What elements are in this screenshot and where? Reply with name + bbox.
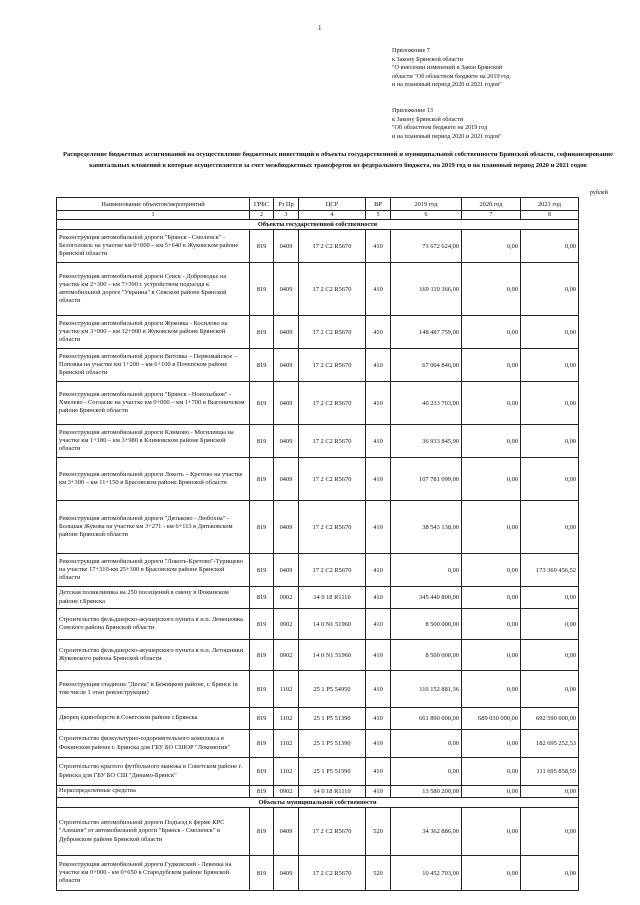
table-row bbox=[57, 554, 579, 587]
cell-2021: 0,00 bbox=[521, 587, 579, 609]
cell-2020: 0,00 bbox=[462, 786, 521, 798]
column-number: 5 bbox=[366, 211, 391, 220]
column-number: 3 bbox=[274, 211, 299, 220]
column-number: 1 bbox=[57, 211, 250, 220]
cell-2019: 169 110 366,00 bbox=[391, 263, 462, 316]
cell-vr: 410 bbox=[366, 382, 391, 425]
budget-table bbox=[56, 197, 579, 891]
table-row bbox=[57, 856, 579, 891]
table-row bbox=[57, 501, 579, 554]
table-row bbox=[57, 316, 579, 349]
cell-name: Строительство физкультурно-оздоровительного комплекса в Фокинском районе г. Брянска для ГБУ БО СШОР "Локомотив" bbox=[57, 730, 250, 758]
cell-name: Реконструкция автомобильной дороги "Брянск - Смоленск" - Белоголовль на участке км 0+000 – км 5+640 в Жуковском районе Брянской области bbox=[57, 230, 250, 263]
cell-name: Строительство фельдшерско-акушерского пункта в н.п. Летошники Жуковского района Брянской области bbox=[57, 640, 250, 671]
cell-name: Дворец единоборств в Советском районе г.Брянска bbox=[57, 708, 250, 730]
cell-csr: 17 2 C2 R5670 bbox=[299, 808, 366, 856]
cell-rzpr: 0409 bbox=[274, 263, 299, 316]
cell-grbs: 819 bbox=[250, 230, 274, 263]
cell-csr: 14 0 N1 51960 bbox=[299, 609, 366, 640]
cell-csr: 17 2 C2 R5670 bbox=[299, 230, 366, 263]
cell-vr: 410 bbox=[366, 263, 391, 316]
cell-vr: 410 bbox=[366, 640, 391, 671]
appendix-13-line: "Об областном бюджете на 2019 год bbox=[392, 124, 488, 132]
column-number: 4 bbox=[299, 211, 366, 220]
cell-rzpr: 0409 bbox=[274, 501, 299, 554]
cell-2019: 661 890 000,00 bbox=[391, 708, 462, 730]
cell-csr: 25 1 P5 51390 bbox=[299, 730, 366, 758]
cell-2021: 0,00 bbox=[521, 382, 579, 425]
table-header-row bbox=[57, 198, 579, 211]
table-row bbox=[57, 230, 579, 263]
cell-2021: 0,00 bbox=[521, 425, 579, 458]
cell-2021: 0,00 bbox=[521, 458, 579, 501]
cell-grbs: 819 bbox=[250, 554, 274, 587]
appendix-7-line: "О внесении изменений в Закон Брянской bbox=[392, 64, 503, 72]
cell-csr: 17 2 C2 R5670 bbox=[299, 316, 366, 349]
appendix-7-line: области "Об областном бюджете на 2019 год bbox=[392, 72, 510, 80]
cell-rzpr: 0409 bbox=[274, 382, 299, 425]
cell-vr: 410 bbox=[366, 609, 391, 640]
cell-2019: 0,00 bbox=[391, 758, 462, 786]
units-label: рублей bbox=[589, 189, 608, 196]
cell-2019: 345 449 800,00 bbox=[391, 587, 462, 609]
cell-vr: 410 bbox=[366, 671, 391, 708]
cell-name: Строительство автомобильной дороги Подъезд к ферме КРС "Алешня" от автомобильной дороги "Брянск - Смоленск" в Дубровском районе Брянской области bbox=[57, 808, 250, 856]
cell-2020: 689 030 000,00 bbox=[462, 708, 521, 730]
table-row bbox=[57, 587, 579, 609]
appendix-13-line: и на плановый период 2020 и 2021 годов" bbox=[392, 132, 502, 140]
cell-rzpr: 0409 bbox=[274, 230, 299, 263]
cell-grbs: 819 bbox=[250, 587, 274, 609]
cell-2019: 40 233 703,00 bbox=[391, 382, 462, 425]
cell-vr: 410 bbox=[366, 230, 391, 263]
cell-vr: 410 bbox=[366, 425, 391, 458]
cell-grbs: 819 bbox=[250, 671, 274, 708]
table-row bbox=[57, 382, 579, 425]
table-row bbox=[57, 730, 579, 758]
cell-2020: 0,00 bbox=[462, 554, 521, 587]
header-2020: 2020 год bbox=[462, 198, 521, 211]
cell-name: Детская поликлиника на 250 посещений в смену в Фокинском районе г.Брянска bbox=[57, 587, 250, 609]
cell-2021: 0,00 bbox=[521, 230, 579, 263]
header-2019: 2019 год bbox=[391, 198, 462, 211]
cell-2021: 0,00 bbox=[521, 609, 579, 640]
cell-name: Реконструкция автомобильной дороги Климово - Могилевцы на участке км 1+180 – км 3+980 в Климовском районе Брянской области bbox=[57, 425, 250, 458]
cell-csr: 17 2 C2 R5670 bbox=[299, 425, 366, 458]
cell-2020: 0,00 bbox=[462, 316, 521, 349]
cell-name: Строительство фельдшерско-акушерского пункта в н.п. Лемешовка Севского района Брянской области bbox=[57, 609, 250, 640]
cell-name: Нераспределенные средства bbox=[57, 786, 250, 798]
section-header-row bbox=[57, 220, 579, 230]
column-number: 2 bbox=[250, 211, 274, 220]
cell-2019: 8 500 000,00 bbox=[391, 609, 462, 640]
cell-2019: 10 452 703,00 bbox=[391, 856, 462, 891]
cell-2020: 0,00 bbox=[462, 640, 521, 671]
table-row bbox=[57, 808, 579, 856]
header-2021: 2021 год bbox=[521, 198, 579, 211]
table-row bbox=[57, 786, 579, 798]
cell-rzpr: 1102 bbox=[274, 730, 299, 758]
cell-rzpr: 0902 bbox=[274, 587, 299, 609]
cell-2020: 0,00 bbox=[462, 501, 521, 554]
cell-2020: 0,00 bbox=[462, 856, 521, 891]
cell-rzpr: 0409 bbox=[274, 458, 299, 501]
table-body bbox=[57, 220, 579, 891]
cell-grbs: 819 bbox=[250, 316, 274, 349]
cell-vr: 520 bbox=[366, 808, 391, 856]
cell-2021: 0,00 bbox=[521, 856, 579, 891]
cell-vr: 410 bbox=[366, 501, 391, 554]
cell-csr: 17 2 C2 R5670 bbox=[299, 856, 366, 891]
cell-vr: 410 bbox=[366, 708, 391, 730]
cell-grbs: 819 bbox=[250, 263, 274, 316]
cell-2021: 173 369 456,52 bbox=[521, 554, 579, 587]
cell-2019: 67 004 846,00 bbox=[391, 349, 462, 382]
cell-2020: 0,00 bbox=[462, 758, 521, 786]
cell-vr: 410 bbox=[366, 730, 391, 758]
cell-rzpr: 1102 bbox=[274, 671, 299, 708]
cell-2021: 0,00 bbox=[521, 316, 579, 349]
cell-2020: 0,00 bbox=[462, 263, 521, 316]
cell-2019: 73 672 624,00 bbox=[391, 230, 462, 263]
cell-grbs: 819 bbox=[250, 786, 274, 798]
table-row bbox=[57, 263, 579, 316]
table-row bbox=[57, 349, 579, 382]
appendix-7-header bbox=[392, 47, 510, 90]
appendix-7-line: и на плановый период 2020 и 2021 годов" bbox=[392, 81, 502, 89]
cell-2020: 0,00 bbox=[462, 425, 521, 458]
cell-grbs: 819 bbox=[250, 856, 274, 891]
cell-2019: 13 580 200,00 bbox=[391, 786, 462, 798]
cell-2021: 111 695 858,59 bbox=[521, 758, 579, 786]
cell-2019: 110 152 881,36 bbox=[391, 671, 462, 708]
cell-grbs: 819 bbox=[250, 382, 274, 425]
table-row bbox=[57, 708, 579, 730]
cell-2021: 0,00 bbox=[521, 263, 579, 316]
cell-2019: 0,00 bbox=[391, 730, 462, 758]
cell-2021: 182 695 252,53 bbox=[521, 730, 579, 758]
cell-2021: 692 590 000,00 bbox=[521, 708, 579, 730]
cell-rzpr: 0902 bbox=[274, 640, 299, 671]
column-number: 8 bbox=[521, 211, 579, 220]
cell-2020: 0,00 bbox=[462, 349, 521, 382]
cell-grbs: 819 bbox=[250, 708, 274, 730]
cell-grbs: 819 bbox=[250, 458, 274, 501]
cell-csr: 17 2 C2 R5670 bbox=[299, 263, 366, 316]
cell-rzpr: 1102 bbox=[274, 708, 299, 730]
header-vr: ВР bbox=[366, 198, 391, 211]
table-row bbox=[57, 640, 579, 671]
cell-rzpr: 0902 bbox=[274, 786, 299, 798]
cell-grbs: 819 bbox=[250, 609, 274, 640]
table-row bbox=[57, 458, 579, 501]
cell-grbs: 819 bbox=[250, 640, 274, 671]
cell-rzpr: 0902 bbox=[274, 609, 299, 640]
cell-2021: 0,00 bbox=[521, 501, 579, 554]
cell-2020: 0,00 bbox=[462, 382, 521, 425]
appendix-13-line: Приложение 13 bbox=[392, 107, 433, 114]
cell-name: Реконструкция автомобильной дороги Севск - Доброводье на участке км 2+300 – км 7+390 с устройством подъезда к автомобильной дороге "Украина" в Севском районе Брянской области bbox=[57, 263, 250, 316]
cell-2021: 0,00 bbox=[521, 671, 579, 708]
cell-vr: 410 bbox=[366, 349, 391, 382]
page-number: 1 bbox=[318, 24, 322, 32]
appendix-13-line: к Закону Брянской области bbox=[392, 115, 464, 123]
cell-name: Реконструкция автомобильной дороги Локоть – Кретово на участке км 3+300 – км 11+150 в Брасовском районе Брянской области bbox=[57, 458, 250, 501]
header-rzpr: Рз Пр bbox=[274, 198, 299, 211]
cell-name: Реконструкция автомобильной дороги Жуковка - Косилово на участке км 3+000 – км 12+000 в Жуковском районе Брянской области bbox=[57, 316, 250, 349]
cell-2021: 0,00 bbox=[521, 808, 579, 856]
cell-name: Реконструкция автомобильной дороги Витовка – Первомайское – Поповка на участке км 1+200 – км 6+100 в Почепском районе Брянской области bbox=[57, 349, 250, 382]
cell-vr: 520 bbox=[366, 856, 391, 891]
cell-2020: 0,00 bbox=[462, 808, 521, 856]
cell-2019: 0,00 bbox=[391, 554, 462, 587]
cell-vr: 410 bbox=[366, 786, 391, 798]
cell-vr: 410 bbox=[366, 587, 391, 609]
cell-csr: 25 1 P5 51390 bbox=[299, 708, 366, 730]
appendix-13-header bbox=[392, 107, 502, 141]
cell-2020: 0,00 bbox=[462, 730, 521, 758]
cell-2021: 0,00 bbox=[521, 640, 579, 671]
column-number: 7 bbox=[462, 211, 521, 220]
cell-grbs: 819 bbox=[250, 425, 274, 458]
cell-csr: 14 0 N1 51960 bbox=[299, 640, 366, 671]
cell-rzpr: 0409 bbox=[274, 554, 299, 587]
cell-rzpr: 0409 bbox=[274, 856, 299, 891]
cell-grbs: 819 bbox=[250, 758, 274, 786]
column-number-row bbox=[57, 211, 579, 220]
cell-2021: 0,00 bbox=[521, 349, 579, 382]
section-title: Объекты муниципальной собственности bbox=[57, 798, 579, 808]
cell-name: Реконструкция автомобильной дороги "Локоть-Кретово"-Турищево на участке 17+310-км 25+300 в Брасовском районе Брянской области bbox=[57, 554, 250, 587]
column-number: 6 bbox=[391, 211, 462, 220]
cell-name: Реконструкция автомобильной дороги Гудковский - Левенка на участке км 0+000 - км 0+650 в Стародубском районе Брянской области bbox=[57, 856, 250, 891]
cell-csr: 17 2 C2 R5670 bbox=[299, 382, 366, 425]
cell-2020: 0,00 bbox=[462, 671, 521, 708]
cell-csr: 17 2 C2 R5670 bbox=[299, 501, 366, 554]
table-row bbox=[57, 671, 579, 708]
table-row bbox=[57, 758, 579, 786]
table-row bbox=[57, 425, 579, 458]
cell-2019: 36 933 845,00 bbox=[391, 425, 462, 458]
cell-2020: 0,00 bbox=[462, 609, 521, 640]
cell-2019: 107 781 099,00 bbox=[391, 458, 462, 501]
cell-rzpr: 0409 bbox=[274, 425, 299, 458]
cell-csr: 14 0 18 R1110 bbox=[299, 786, 366, 798]
document-title: Распределение бюджетных ассигнований на осуществление бюджетных инвестиций в объекты государственной и муниципальной собственности Брянской области, софинансирование капитальных вложений в которые осуществляется за счет межбюджетных трансфертов из федерального бюджета, на 2019 год и на плановый период 2020 и 2021 годов bbox=[62, 151, 614, 169]
cell-name: Реконструкция автомобильной дороги "Дятьково - Любохна" - Большая Жукова на участке км 3+271 - км 6+113 в Дятьковском районе Брянской области bbox=[57, 501, 250, 554]
header-grbs: ГРБС bbox=[250, 198, 274, 211]
cell-grbs: 819 bbox=[250, 730, 274, 758]
cell-2019: 38 543 138,00 bbox=[391, 501, 462, 554]
cell-vr: 410 bbox=[366, 758, 391, 786]
cell-2019: 148 487 759,00 bbox=[391, 316, 462, 349]
cell-csr: 14 0 18 R1110 bbox=[299, 587, 366, 609]
appendix-7-line: Приложение 7 bbox=[392, 47, 430, 54]
cell-vr: 410 bbox=[366, 554, 391, 587]
header-csr: ЦСР bbox=[299, 198, 366, 211]
cell-grbs: 819 bbox=[250, 349, 274, 382]
section-header-row bbox=[57, 798, 579, 808]
cell-csr: 25 1 P5 54950 bbox=[299, 671, 366, 708]
cell-rzpr: 0409 bbox=[274, 349, 299, 382]
cell-2020: 0,00 bbox=[462, 587, 521, 609]
cell-2019: 8 500 000,00 bbox=[391, 640, 462, 671]
cell-name: Строительство крытого футбольного манежа в Советском районе г. Брянска для ГБУ БО СШ "Динамо-Брянск" bbox=[57, 758, 250, 786]
cell-vr: 410 bbox=[366, 458, 391, 501]
cell-csr: 25 1 P5 51390 bbox=[299, 758, 366, 786]
cell-csr: 17 2 C2 R5670 bbox=[299, 349, 366, 382]
table-row bbox=[57, 609, 579, 640]
cell-csr: 17 2 C2 R5670 bbox=[299, 554, 366, 587]
cell-csr: 17 2 C2 R5670 bbox=[299, 458, 366, 501]
cell-2021: 0,00 bbox=[521, 786, 579, 798]
cell-rzpr: 1102 bbox=[274, 758, 299, 786]
header-name: Наименование объектов/мероприятий bbox=[57, 198, 250, 211]
appendix-7-line: к Закону Брянской области bbox=[392, 55, 464, 63]
cell-2020: 0,00 bbox=[462, 458, 521, 501]
cell-name: Реконструкция автомобильной дороги "Брянск - Новозыбков" - Хмелево - Согласие на участке км 0+000 – км 1+700 в Выгоничском районе Брянской области bbox=[57, 382, 250, 425]
cell-vr: 410 bbox=[366, 316, 391, 349]
cell-rzpr: 0409 bbox=[274, 316, 299, 349]
cell-name: Реконструкция стадиона "Десна" в Бежицком районе, г. Брянск (в том числе 1 этап реконструкции) bbox=[57, 671, 250, 708]
cell-grbs: 819 bbox=[250, 501, 274, 554]
section-title: Объекты государственной собственности bbox=[57, 220, 579, 230]
cell-rzpr: 0409 bbox=[274, 808, 299, 856]
cell-2019: 34 362 886,00 bbox=[391, 808, 462, 856]
cell-grbs: 819 bbox=[250, 808, 274, 856]
cell-2020: 0,00 bbox=[462, 230, 521, 263]
